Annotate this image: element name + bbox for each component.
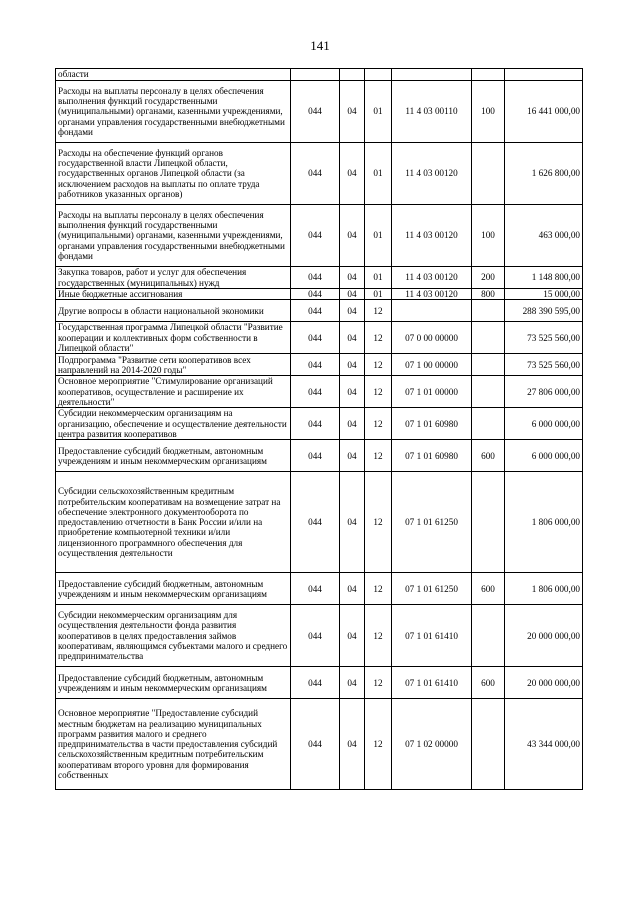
row-name-cell: Государственная программа Липецкой области "Развитие кооперации и коллективных форм собственности в Липецкой области" — [56, 322, 291, 354]
expense-type-cell: 600 — [472, 573, 505, 605]
target-article-cell: 07 1 02 00000 — [392, 699, 472, 790]
table-body — [56, 69, 583, 790]
table-row — [56, 143, 583, 205]
section-code-cell: 04 — [340, 605, 365, 667]
ministry-code-cell: 044 — [291, 205, 340, 267]
section-code-cell: 04 — [340, 440, 365, 472]
section-code-cell: 04 — [340, 322, 365, 354]
target-article-cell: 07 1 01 60980 — [392, 440, 472, 472]
ministry-code-cell: 044 — [291, 667, 340, 699]
amount-cell: 288 390 595,00 — [505, 300, 583, 322]
row-name-cell: Предоставление субсидий бюджетным, автономным учреждениям и иным некоммерческим организациям — [56, 667, 291, 699]
amount-cell: 20 000 000,00 — [505, 667, 583, 699]
row-name-cell: Основное мероприятие "Предоставление субсидий местным бюджетам на реализацию муниципальных программ развития малого и среднего предпринимательства в части предоставления субсидий сельскохозяйственным кредитным потребительским кооперативам второго уровня для формирования собственных — [56, 699, 291, 790]
ministry-code-cell: 044 — [291, 376, 340, 408]
ministry-code-cell: 044 — [291, 573, 340, 605]
subsection-code-cell: 12 — [365, 300, 392, 322]
table-row — [56, 69, 583, 81]
target-article-cell: 07 1 01 61410 — [392, 605, 472, 667]
row-name-cell: Расходы на обеспечение функций органов государственной власти Липецкой области, государственных органов Липецкой области (за исключением расходов на выплаты по оплате труда работников указанных органов) — [56, 143, 291, 205]
expense-type-cell: 800 — [472, 289, 505, 300]
amount-cell: 6 000 000,00 — [505, 408, 583, 440]
ministry-code-cell: 044 — [291, 322, 340, 354]
amount-cell: 1 806 000,00 — [505, 472, 583, 573]
amount-cell: 15 000,00 — [505, 289, 583, 300]
subsection-code-cell: 12 — [365, 408, 392, 440]
ministry-code-cell: 044 — [291, 81, 340, 143]
expense-type-cell — [472, 408, 505, 440]
row-name-cell: Иные бюджетные ассигнования — [56, 289, 291, 300]
ministry-code-cell: 044 — [291, 354, 340, 376]
target-article-cell: 07 1 01 60980 — [392, 408, 472, 440]
ministry-code-cell: 044 — [291, 699, 340, 790]
section-code-cell: 04 — [340, 354, 365, 376]
amount-cell — [505, 69, 583, 81]
section-code-cell: 04 — [340, 267, 365, 289]
subsection-code-cell: 12 — [365, 573, 392, 605]
section-code-cell: 04 — [340, 408, 365, 440]
row-name-cell: Закупка товаров, работ и услуг для обеспечения государственных (муниципальных) нужд — [56, 267, 291, 289]
row-name-cell: Субсидии некоммерческим организациям для осуществления деятельности фонда развития кооперативов в целях предоставления займов кооперативам, являющимся субъектами малого и среднего предпринимательства — [56, 605, 291, 667]
section-code-cell: 04 — [340, 289, 365, 300]
target-article-cell: 11 4 03 00110 — [392, 81, 472, 143]
table-row — [56, 205, 583, 267]
section-code-cell: 04 — [340, 143, 365, 205]
expense-type-cell — [472, 605, 505, 667]
ministry-code-cell: 044 — [291, 267, 340, 289]
subsection-code-cell: 01 — [365, 205, 392, 267]
amount-cell: 1 806 000,00 — [505, 573, 583, 605]
subsection-code-cell: 12 — [365, 667, 392, 699]
row-name-cell: Субсидии некоммерческим организациям на организацию, обеспечение и осуществление деятельности центра развития кооперативов — [56, 408, 291, 440]
section-code-cell: 04 — [340, 376, 365, 408]
ministry-code-cell: 044 — [291, 472, 340, 573]
table-row — [56, 699, 583, 790]
ministry-code-cell: 044 — [291, 289, 340, 300]
table-row — [56, 440, 583, 472]
table-row — [56, 289, 583, 300]
section-code-cell: 04 — [340, 699, 365, 790]
subsection-code-cell: 12 — [365, 376, 392, 408]
row-name-cell: Расходы на выплаты персоналу в целях обеспечения выполнения функций государственными (муниципальными) органами, казенными учреждениями, органами управления государственными внебюджетными фондами — [56, 205, 291, 267]
amount-cell: 27 806 000,00 — [505, 376, 583, 408]
row-name-cell: Субсидии сельскохозяйственным кредитным потребительским кооперативам на возмещение затрат на обеспечение электронного документооборота по предоставлению отчетности в Банк России и/или на приобретение компьютерной техники и/или лицензионного программного обеспечения для осуществления деятельности — [56, 472, 291, 573]
subsection-code-cell: 01 — [365, 143, 392, 205]
table-row — [56, 573, 583, 605]
ministry-code-cell: 044 — [291, 440, 340, 472]
budget-table — [55, 68, 583, 790]
row-name-cell: Другие вопросы в области национальной экономики — [56, 300, 291, 322]
expense-type-cell — [472, 699, 505, 790]
target-article-cell: 11 4 03 00120 — [392, 143, 472, 205]
table-row — [56, 376, 583, 408]
section-code-cell: 04 — [340, 573, 365, 605]
section-code-cell — [340, 69, 365, 81]
expense-type-cell — [472, 354, 505, 376]
target-article-cell: 07 1 01 61410 — [392, 667, 472, 699]
row-name-cell: Предоставление субсидий бюджетным, автономным учреждениям и иным некоммерческим организациям — [56, 440, 291, 472]
section-code-cell: 04 — [340, 81, 365, 143]
subsection-code-cell: 12 — [365, 699, 392, 790]
section-code-cell: 04 — [340, 667, 365, 699]
ministry-code-cell: 044 — [291, 408, 340, 440]
target-article-cell: 11 4 03 00120 — [392, 289, 472, 300]
ministry-code-cell: 044 — [291, 605, 340, 667]
target-article-cell: 07 1 00 00000 — [392, 354, 472, 376]
expense-type-cell: 600 — [472, 667, 505, 699]
table-row — [56, 267, 583, 289]
expense-type-cell: 100 — [472, 205, 505, 267]
expense-type-cell — [472, 472, 505, 573]
amount-cell: 16 441 000,00 — [505, 81, 583, 143]
amount-cell: 73 525 560,00 — [505, 354, 583, 376]
row-name-cell: Основное мероприятие "Стимулирование организаций кооперативов, осуществление и расширение их деятельности" — [56, 376, 291, 408]
table-row — [56, 354, 583, 376]
expense-type-cell: 100 — [472, 81, 505, 143]
subsection-code-cell: 12 — [365, 472, 392, 573]
expense-type-cell — [472, 322, 505, 354]
page-number: 141 — [310, 38, 330, 53]
row-name-cell: Предоставление субсидий бюджетным, автономным учреждениям и иным некоммерческим организациям — [56, 573, 291, 605]
subsection-code-cell: 12 — [365, 354, 392, 376]
amount-cell: 1 148 800,00 — [505, 267, 583, 289]
target-article-cell: 07 1 01 61250 — [392, 573, 472, 605]
table-row — [56, 81, 583, 143]
amount-cell: 20 000 000,00 — [505, 605, 583, 667]
target-article-cell — [392, 300, 472, 322]
expense-type-cell — [472, 69, 505, 81]
amount-cell: 6 000 000,00 — [505, 440, 583, 472]
subsection-code-cell — [365, 69, 392, 81]
table-row — [56, 472, 583, 573]
expense-type-cell — [472, 300, 505, 322]
amount-cell: 73 525 560,00 — [505, 322, 583, 354]
expense-type-cell: 600 — [472, 440, 505, 472]
subsection-code-cell: 01 — [365, 81, 392, 143]
expense-type-cell — [472, 143, 505, 205]
target-article-cell: 07 1 01 00000 — [392, 376, 472, 408]
section-code-cell: 04 — [340, 205, 365, 267]
row-name-cell: области — [56, 69, 291, 81]
subsection-code-cell: 12 — [365, 605, 392, 667]
row-name-cell: Расходы на выплаты персоналу в целях обеспечения выполнения функций государственными (муниципальными) органами, казенными учреждениями, органами управления государственными внебюджетными фондами — [56, 81, 291, 143]
target-article-cell: 11 4 03 00120 — [392, 205, 472, 267]
subsection-code-cell: 12 — [365, 440, 392, 472]
target-article-cell: 07 0 00 00000 — [392, 322, 472, 354]
table-row — [56, 605, 583, 667]
table-row — [56, 408, 583, 440]
row-name-cell: Подпрограмма "Развитие сети кооперативов всех направлений на 2014-2020 годы" — [56, 354, 291, 376]
table-row — [56, 300, 583, 322]
amount-cell: 43 344 000,00 — [505, 699, 583, 790]
amount-cell: 1 626 800,00 — [505, 143, 583, 205]
amount-cell: 463 000,00 — [505, 205, 583, 267]
subsection-code-cell: 12 — [365, 322, 392, 354]
ministry-code-cell: 044 — [291, 300, 340, 322]
table-row — [56, 322, 583, 354]
expense-type-cell: 200 — [472, 267, 505, 289]
expense-type-cell — [472, 376, 505, 408]
target-article-cell: 11 4 03 00120 — [392, 267, 472, 289]
ministry-code-cell — [291, 69, 340, 81]
subsection-code-cell: 01 — [365, 289, 392, 300]
target-article-cell: 07 1 01 61250 — [392, 472, 472, 573]
ministry-code-cell: 044 — [291, 143, 340, 205]
section-code-cell: 04 — [340, 472, 365, 573]
subsection-code-cell: 01 — [365, 267, 392, 289]
table-row — [56, 667, 583, 699]
section-code-cell: 04 — [340, 300, 365, 322]
target-article-cell — [392, 69, 472, 81]
